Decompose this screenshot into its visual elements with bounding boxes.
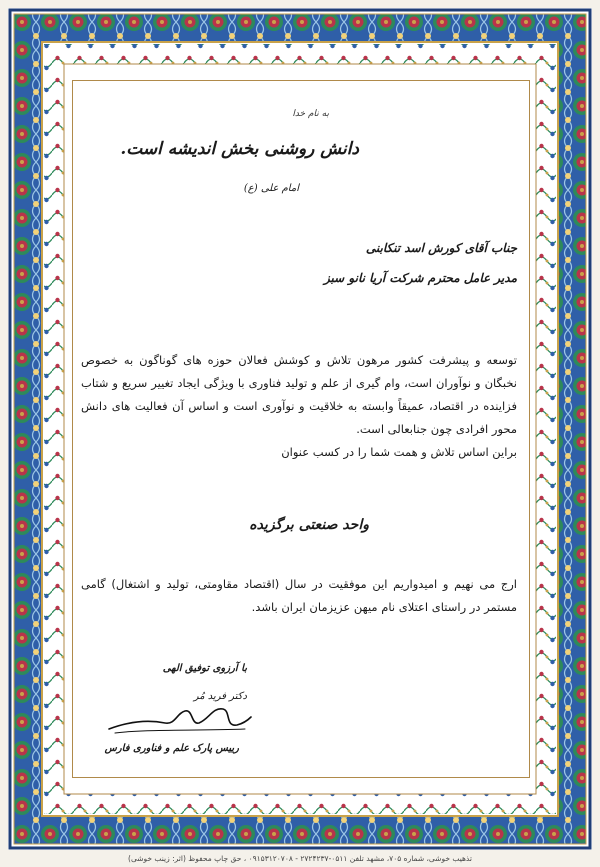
body-paragraph-1: توسعه و پیشرفت کشور مرهون تلاش و کوشش فعالان حوزه های گوناگون به خصوص نخبگان و نوآوران است، وام گیری از علم و تولید فناوری با ویژگی ایجاد تغییر سریع و شتاب فزاینده در اقتصاد، عمیقاً وابسته به خلاقیت و نوآوری است و اساس آن فعالیت های دانش محور افرادی چون جنابعالی است. — [81, 353, 517, 436]
signer-name: دکتر فرید مُر — [193, 691, 247, 702]
award-title: واحد صنعتی برگزیده — [249, 517, 369, 533]
body-paragraph-2: ارج می نهیم و امیدواریم این موفقیت در سال (اقتصاد مقاومتی، تولید و اشتغال) گامی مستمر در راستای اعتلای نام میهن عزیزمان ایران باشد. — [81, 577, 517, 614]
basmala: به نام خدا — [292, 109, 329, 119]
footer-credit: تذهیب خوشی، شماره ۷۰۵، مشهد تلفن ۰۵۱۱-۲۷۲۴۲۳۷ - ۰۹۱۵۳۱۲۰۷۰۸ ، حق چاپ محفوظ (اثر: زینب خوشی) — [128, 854, 472, 863]
recipient-name: جناب آقای کورش اسد تنکابنی — [365, 241, 517, 255]
body-paragraph-1-tail: براین اساس تلاش و همت شما را در کسب عنوان — [281, 445, 517, 459]
closing-wish: با آرزوی توفیق الهی — [162, 663, 247, 674]
signer-title: رییس پارک علم و فناوری فارس — [104, 743, 239, 754]
certificate-body — [72, 80, 530, 778]
header-quote: دانش روشنی بخش اندیشه است. — [120, 139, 359, 159]
body-paragraph — [81, 349, 517, 464]
recipient-position: مدیر عامل محترم شرکت آریا نانو سبز — [323, 271, 517, 285]
quote-attribution: امام علی (ع) — [243, 183, 299, 194]
signature — [105, 699, 255, 739]
certificate-frame — [8, 8, 592, 850]
